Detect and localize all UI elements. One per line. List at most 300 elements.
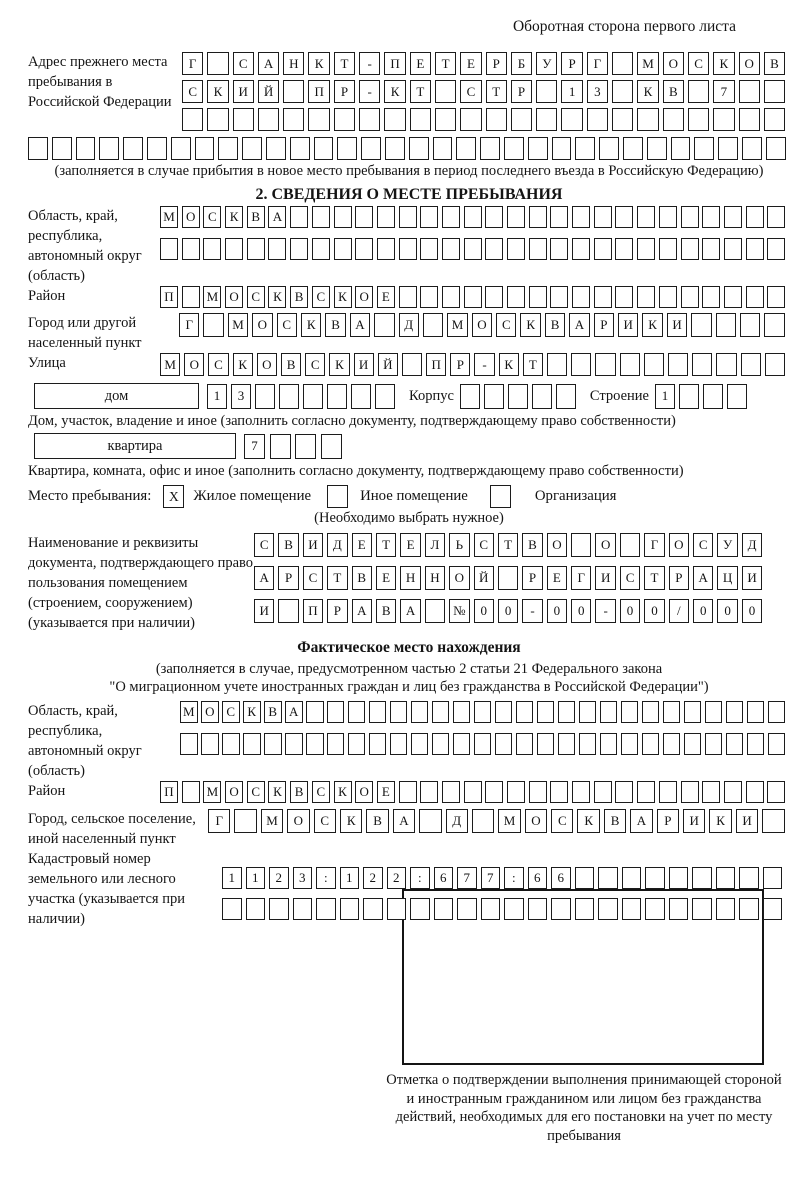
char-cell[interactable] <box>739 898 759 920</box>
char-cell[interactable]: И <box>354 353 374 376</box>
char-cell[interactable] <box>659 781 677 803</box>
char-cell[interactable] <box>312 238 330 260</box>
char-cell[interactable]: Р <box>522 566 542 590</box>
char-cell[interactable] <box>681 206 699 228</box>
char-cell[interactable] <box>746 238 764 260</box>
char-cell[interactable]: О <box>595 533 615 557</box>
char-cell[interactable]: В <box>545 313 565 337</box>
char-cell[interactable] <box>724 206 742 228</box>
char-cell[interactable]: О <box>257 353 277 376</box>
char-cell[interactable] <box>456 137 476 160</box>
char-cell[interactable]: С <box>277 313 297 337</box>
char-cell[interactable]: П <box>160 286 178 308</box>
char-cell[interactable]: Т <box>334 52 355 75</box>
char-cell[interactable]: Д <box>446 809 468 833</box>
char-cell[interactable]: В <box>281 353 301 376</box>
char-cell[interactable]: С <box>222 701 240 723</box>
char-cell[interactable] <box>399 238 417 260</box>
char-cell[interactable] <box>767 206 785 228</box>
char-cell[interactable]: О <box>663 52 684 75</box>
char-cell[interactable] <box>550 286 568 308</box>
char-cell[interactable]: В <box>352 566 372 590</box>
char-cell[interactable]: Г <box>587 52 608 75</box>
other-premises-checkbox[interactable] <box>327 485 348 508</box>
char-cell[interactable] <box>303 384 323 409</box>
char-cell[interactable] <box>659 206 677 228</box>
char-cell[interactable] <box>691 313 711 337</box>
char-cell[interactable]: А <box>350 313 370 337</box>
char-cell[interactable] <box>201 733 219 755</box>
char-cell[interactable]: Н <box>425 566 445 590</box>
char-cell[interactable]: О <box>355 286 373 308</box>
char-cell[interactable]: К <box>207 80 228 103</box>
char-cell[interactable]: 0 <box>644 599 664 623</box>
char-cell[interactable] <box>637 206 655 228</box>
char-cell[interactable]: А <box>352 599 372 623</box>
char-cell[interactable]: К <box>329 353 349 376</box>
char-cell[interactable]: Р <box>511 80 532 103</box>
char-cell[interactable]: К <box>243 701 261 723</box>
char-cell[interactable] <box>694 137 714 160</box>
char-cell[interactable] <box>547 353 567 376</box>
char-cell[interactable]: М <box>447 313 467 337</box>
char-cell[interactable]: Р <box>327 599 347 623</box>
char-cell[interactable]: 1 <box>222 867 242 889</box>
char-cell[interactable] <box>764 108 785 131</box>
char-cell[interactable] <box>442 206 460 228</box>
char-cell[interactable] <box>594 286 612 308</box>
char-cell[interactable] <box>464 238 482 260</box>
char-cell[interactable]: П <box>426 353 446 376</box>
char-cell[interactable] <box>684 733 702 755</box>
char-cell[interactable] <box>457 898 477 920</box>
char-cell[interactable] <box>764 313 784 337</box>
char-cell[interactable] <box>739 80 760 103</box>
char-cell[interactable] <box>182 781 200 803</box>
char-cell[interactable] <box>762 809 784 833</box>
char-cell[interactable]: В <box>278 533 298 557</box>
char-cell[interactable] <box>536 80 557 103</box>
char-cell[interactable]: Е <box>376 566 396 590</box>
char-cell[interactable] <box>622 867 642 889</box>
char-cell[interactable] <box>669 898 689 920</box>
char-cell[interactable] <box>637 108 658 131</box>
char-cell[interactable]: С <box>693 533 713 557</box>
char-cell[interactable]: С <box>460 80 481 103</box>
char-cell[interactable] <box>316 898 336 920</box>
char-cell[interactable]: 7 <box>713 80 734 103</box>
char-cell[interactable] <box>768 733 786 755</box>
char-cell[interactable] <box>481 898 501 920</box>
char-cell[interactable] <box>243 733 261 755</box>
char-cell[interactable] <box>575 137 595 160</box>
char-cell[interactable] <box>746 781 764 803</box>
char-cell[interactable]: А <box>393 809 415 833</box>
char-cell[interactable] <box>247 238 265 260</box>
char-cell[interactable]: Е <box>400 533 420 557</box>
char-cell[interactable]: № <box>449 599 469 623</box>
char-cell[interactable] <box>334 238 352 260</box>
char-cell[interactable]: А <box>268 206 286 228</box>
char-cell[interactable] <box>433 137 453 160</box>
char-cell[interactable] <box>692 353 712 376</box>
char-cell[interactable] <box>702 238 720 260</box>
char-cell[interactable]: 0 <box>498 599 518 623</box>
char-cell[interactable]: П <box>303 599 323 623</box>
char-cell[interactable]: В <box>604 809 626 833</box>
char-cell[interactable]: 6 <box>434 867 454 889</box>
char-cell[interactable] <box>387 898 407 920</box>
char-cell[interactable] <box>474 701 492 723</box>
char-cell[interactable] <box>600 701 618 723</box>
char-cell[interactable] <box>485 781 503 803</box>
char-cell[interactable] <box>453 701 471 723</box>
char-cell[interactable] <box>507 781 525 803</box>
char-cell[interactable]: Р <box>594 313 614 337</box>
char-cell[interactable]: Т <box>644 566 664 590</box>
char-cell[interactable]: 7 <box>481 867 501 889</box>
char-cell[interactable] <box>28 137 48 160</box>
char-cell[interactable] <box>464 781 482 803</box>
char-cell[interactable]: 2 <box>363 867 383 889</box>
char-cell[interactable]: А <box>258 52 279 75</box>
char-cell[interactable] <box>306 701 324 723</box>
char-cell[interactable] <box>369 733 387 755</box>
char-cell[interactable]: И <box>595 566 615 590</box>
char-cell[interactable]: К <box>384 80 405 103</box>
char-cell[interactable] <box>207 52 228 75</box>
char-cell[interactable]: : <box>410 867 430 889</box>
char-cell[interactable]: 2 <box>269 867 289 889</box>
char-cell[interactable] <box>532 384 552 409</box>
char-cell[interactable]: С <box>314 809 336 833</box>
char-cell[interactable]: В <box>366 809 388 833</box>
char-cell[interactable]: 1 <box>246 867 266 889</box>
char-cell[interactable] <box>182 286 200 308</box>
char-cell[interactable]: Т <box>498 533 518 557</box>
char-cell[interactable]: - <box>359 80 380 103</box>
char-cell[interactable]: А <box>569 313 589 337</box>
char-cell[interactable] <box>442 286 460 308</box>
char-cell[interactable] <box>718 137 738 160</box>
char-cell[interactable] <box>337 137 357 160</box>
char-cell[interactable] <box>225 238 243 260</box>
char-cell[interactable] <box>486 108 507 131</box>
char-cell[interactable] <box>432 701 450 723</box>
char-cell[interactable] <box>327 701 345 723</box>
char-cell[interactable]: О <box>225 286 243 308</box>
char-cell[interactable]: Т <box>376 533 396 557</box>
char-cell[interactable] <box>663 701 681 723</box>
char-cell[interactable]: П <box>308 80 329 103</box>
char-cell[interactable]: С <box>688 52 709 75</box>
char-cell[interactable]: М <box>203 781 221 803</box>
char-cell[interactable] <box>218 137 238 160</box>
char-cell[interactable]: О <box>182 206 200 228</box>
char-cell[interactable] <box>411 733 429 755</box>
char-cell[interactable] <box>727 384 747 409</box>
char-cell[interactable] <box>688 108 709 131</box>
char-cell[interactable]: С <box>312 286 330 308</box>
char-cell[interactable]: М <box>261 809 283 833</box>
char-cell[interactable] <box>594 206 612 228</box>
char-cell[interactable] <box>410 108 431 131</box>
char-cell[interactable]: С <box>551 809 573 833</box>
char-cell[interactable] <box>278 599 298 623</box>
char-cell[interactable] <box>529 286 547 308</box>
char-cell[interactable] <box>384 108 405 131</box>
char-cell[interactable] <box>375 384 395 409</box>
char-cell[interactable] <box>399 286 417 308</box>
char-cell[interactable]: О <box>201 701 219 723</box>
char-cell[interactable]: С <box>312 781 330 803</box>
char-cell[interactable] <box>182 108 203 131</box>
char-cell[interactable]: В <box>522 533 542 557</box>
char-cell[interactable] <box>314 137 334 160</box>
char-cell[interactable]: С <box>496 313 516 337</box>
char-cell[interactable]: В <box>290 286 308 308</box>
char-cell[interactable]: В <box>663 80 684 103</box>
char-cell[interactable] <box>485 286 503 308</box>
char-cell[interactable]: 6 <box>551 867 571 889</box>
char-cell[interactable] <box>659 238 677 260</box>
char-cell[interactable] <box>615 286 633 308</box>
char-cell[interactable] <box>681 286 699 308</box>
char-cell[interactable]: Ц <box>717 566 737 590</box>
char-cell[interactable] <box>558 701 576 723</box>
char-cell[interactable] <box>374 313 394 337</box>
char-cell[interactable] <box>308 108 329 131</box>
char-cell[interactable]: С <box>474 533 494 557</box>
char-cell[interactable]: К <box>709 809 731 833</box>
char-cell[interactable] <box>726 701 744 723</box>
char-cell[interactable] <box>681 781 699 803</box>
char-cell[interactable] <box>688 80 709 103</box>
char-cell[interactable] <box>739 108 760 131</box>
char-cell[interactable]: Р <box>561 52 582 75</box>
char-cell[interactable] <box>419 809 441 833</box>
char-cell[interactable] <box>705 733 723 755</box>
char-cell[interactable]: Р <box>278 566 298 590</box>
char-cell[interactable] <box>269 898 289 920</box>
char-cell[interactable]: С <box>233 52 254 75</box>
char-cell[interactable] <box>435 108 456 131</box>
char-cell[interactable] <box>765 353 785 376</box>
char-cell[interactable] <box>572 286 590 308</box>
char-cell[interactable]: О <box>355 781 373 803</box>
char-cell[interactable] <box>268 238 286 260</box>
char-cell[interactable]: К <box>268 781 286 803</box>
char-cell[interactable]: С <box>247 286 265 308</box>
char-cell[interactable] <box>480 137 500 160</box>
char-cell[interactable]: - <box>474 353 494 376</box>
char-cell[interactable]: 2 <box>387 867 407 889</box>
char-cell[interactable]: Г <box>208 809 230 833</box>
char-cell[interactable]: Е <box>377 286 395 308</box>
char-cell[interactable]: О <box>739 52 760 75</box>
char-cell[interactable] <box>442 781 460 803</box>
char-cell[interactable]: В <box>764 52 785 75</box>
char-cell[interactable] <box>575 898 595 920</box>
char-cell[interactable] <box>679 384 699 409</box>
char-cell[interactable]: Г <box>571 566 591 590</box>
char-cell[interactable]: В <box>264 701 282 723</box>
char-cell[interactable] <box>552 137 572 160</box>
char-cell[interactable] <box>464 286 482 308</box>
char-cell[interactable] <box>739 867 759 889</box>
char-cell[interactable] <box>283 108 304 131</box>
char-cell[interactable] <box>637 238 655 260</box>
char-cell[interactable] <box>746 206 764 228</box>
char-cell[interactable] <box>571 533 591 557</box>
char-cell[interactable] <box>620 353 640 376</box>
char-cell[interactable]: К <box>642 313 662 337</box>
char-cell[interactable]: О <box>225 781 243 803</box>
char-cell[interactable]: К <box>520 313 540 337</box>
char-cell[interactable]: О <box>472 313 492 337</box>
char-cell[interactable] <box>432 733 450 755</box>
char-cell[interactable] <box>516 733 534 755</box>
char-cell[interactable]: К <box>233 353 253 376</box>
char-cell[interactable] <box>615 238 633 260</box>
char-cell[interactable]: С <box>303 566 323 590</box>
char-cell[interactable] <box>453 733 471 755</box>
char-cell[interactable] <box>399 206 417 228</box>
char-cell[interactable] <box>498 566 518 590</box>
char-cell[interactable]: Р <box>450 353 470 376</box>
char-cell[interactable] <box>598 867 618 889</box>
char-cell[interactable]: П <box>384 52 405 75</box>
char-cell[interactable] <box>571 353 591 376</box>
char-cell[interactable]: М <box>180 701 198 723</box>
char-cell[interactable] <box>182 238 200 260</box>
char-cell[interactable]: Е <box>547 566 567 590</box>
char-cell[interactable]: И <box>618 313 638 337</box>
char-cell[interactable] <box>742 137 762 160</box>
char-cell[interactable] <box>669 867 689 889</box>
char-cell[interactable] <box>528 898 548 920</box>
char-cell[interactable] <box>746 286 764 308</box>
char-cell[interactable]: 0 <box>693 599 713 623</box>
char-cell[interactable]: И <box>667 313 687 337</box>
char-cell[interactable] <box>508 384 528 409</box>
char-cell[interactable] <box>637 286 655 308</box>
char-cell[interactable]: Ь <box>449 533 469 557</box>
char-cell[interactable] <box>460 384 480 409</box>
char-cell[interactable] <box>645 867 665 889</box>
char-cell[interactable] <box>348 733 366 755</box>
char-cell[interactable] <box>692 898 712 920</box>
char-cell[interactable]: О <box>449 566 469 590</box>
char-cell[interactable]: Т <box>435 52 456 75</box>
char-cell[interactable] <box>290 137 310 160</box>
char-cell[interactable]: Р <box>486 52 507 75</box>
char-cell[interactable] <box>612 52 633 75</box>
char-cell[interactable] <box>612 108 633 131</box>
char-cell[interactable] <box>495 733 513 755</box>
char-cell[interactable]: С <box>203 206 221 228</box>
char-cell[interactable] <box>355 238 373 260</box>
char-cell[interactable] <box>420 781 438 803</box>
char-cell[interactable] <box>668 353 688 376</box>
char-cell[interactable] <box>637 781 655 803</box>
char-cell[interactable] <box>327 733 345 755</box>
char-cell[interactable]: У <box>717 533 737 557</box>
char-cell[interactable] <box>659 286 677 308</box>
char-cell[interactable] <box>270 434 291 459</box>
char-cell[interactable]: О <box>525 809 547 833</box>
char-cell[interactable]: С <box>620 566 640 590</box>
char-cell[interactable] <box>724 238 742 260</box>
char-cell[interactable]: 0 <box>717 599 737 623</box>
char-cell[interactable] <box>621 733 639 755</box>
char-cell[interactable]: К <box>713 52 734 75</box>
char-cell[interactable] <box>399 781 417 803</box>
char-cell[interactable] <box>703 384 723 409</box>
char-cell[interactable]: Т <box>486 80 507 103</box>
char-cell[interactable] <box>264 733 282 755</box>
char-cell[interactable] <box>180 733 198 755</box>
char-cell[interactable] <box>363 898 383 920</box>
char-cell[interactable] <box>763 867 783 889</box>
char-cell[interactable] <box>484 384 504 409</box>
char-cell[interactable] <box>702 286 720 308</box>
char-cell[interactable] <box>724 781 742 803</box>
char-cell[interactable] <box>702 206 720 228</box>
char-cell[interactable]: 3 <box>293 867 313 889</box>
char-cell[interactable]: С <box>254 533 274 557</box>
char-cell[interactable]: Р <box>334 80 355 103</box>
char-cell[interactable] <box>764 80 785 103</box>
char-cell[interactable] <box>409 137 429 160</box>
char-cell[interactable] <box>464 206 482 228</box>
char-cell[interactable] <box>203 313 223 337</box>
char-cell[interactable] <box>402 353 422 376</box>
char-cell[interactable] <box>485 206 503 228</box>
char-cell[interactable] <box>234 809 256 833</box>
char-cell[interactable]: Й <box>474 566 494 590</box>
char-cell[interactable]: 1 <box>561 80 582 103</box>
char-cell[interactable] <box>355 206 373 228</box>
char-cell[interactable] <box>195 137 215 160</box>
char-cell[interactable]: Й <box>378 353 398 376</box>
char-cell[interactable] <box>147 137 167 160</box>
char-cell[interactable] <box>615 206 633 228</box>
char-cell[interactable]: К <box>334 781 352 803</box>
char-cell[interactable] <box>485 238 503 260</box>
char-cell[interactable] <box>556 384 576 409</box>
char-cell[interactable] <box>460 108 481 131</box>
char-cell[interactable] <box>620 533 640 557</box>
char-cell[interactable] <box>615 781 633 803</box>
char-cell[interactable] <box>279 384 299 409</box>
char-cell[interactable] <box>160 238 178 260</box>
char-cell[interactable]: П <box>160 781 178 803</box>
char-cell[interactable]: : <box>504 867 524 889</box>
char-cell[interactable]: 1 <box>340 867 360 889</box>
char-cell[interactable] <box>390 701 408 723</box>
char-cell[interactable] <box>716 353 736 376</box>
char-cell[interactable]: В <box>325 313 345 337</box>
char-cell[interactable] <box>663 108 684 131</box>
char-cell[interactable] <box>647 137 667 160</box>
char-cell[interactable] <box>420 286 438 308</box>
char-cell[interactable] <box>504 137 524 160</box>
char-cell[interactable] <box>705 701 723 723</box>
char-cell[interactable]: А <box>285 701 303 723</box>
char-cell[interactable] <box>594 238 612 260</box>
char-cell[interactable] <box>423 313 443 337</box>
